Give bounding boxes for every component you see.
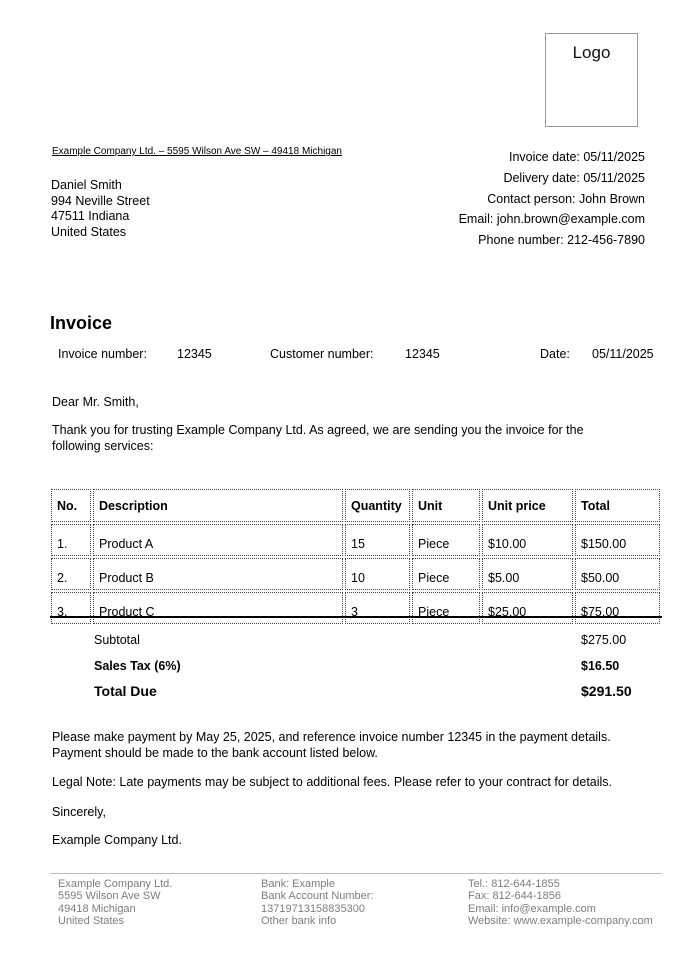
invoice-meta-row <box>50 347 662 361</box>
totals-divider <box>50 616 662 618</box>
subtotal-label: Subtotal <box>94 633 140 647</box>
payment-note-line-2: Payment should be made to the bank account listed below. <box>52 745 378 760</box>
footer-website: Website: www.example-company.com <box>468 914 653 927</box>
date-label: Date: <box>540 347 570 361</box>
recipient-street: 994 Neville Street <box>51 193 150 208</box>
col-header-unit: Unit <box>412 489 480 522</box>
customer-number-label: Customer number: <box>270 347 374 361</box>
invoice-date-line: Invoice date: 05/11/2025 <box>508 150 645 164</box>
footer-postal-city: 49418 Michigan <box>58 902 136 915</box>
cell-description: Product A <box>93 524 343 556</box>
footer-bank-other: Other bank info <box>261 914 337 927</box>
cell-total: $150.00 <box>575 524 660 556</box>
cell-quantity: 3 <box>345 592 410 624</box>
delivery-date-line: Delivery date: 05/11/2025 <box>503 170 645 185</box>
sender-return-address: Example Company Ltd. – 5595 Wilson Ave SW – 49418 Michigan <box>52 146 342 157</box>
sales-tax-label: Sales Tax (6%) <box>94 659 181 673</box>
subtotal-value: $275.00 <box>581 633 627 647</box>
intro-paragraph <box>52 423 584 454</box>
cell-description: Product B <box>93 558 343 590</box>
footer-bank-account-label: Bank Account Number: <box>261 890 374 903</box>
footer-contact-column <box>468 878 662 927</box>
invoice-number-value: 12345 <box>177 347 212 361</box>
cell-unit-price: $5.00 <box>482 558 573 590</box>
customer-number-value: 12345 <box>405 347 440 361</box>
table-row <box>51 558 660 590</box>
cell-total: $75.00 <box>575 592 660 624</box>
recipient-address-block <box>51 178 150 240</box>
sales-tax-value: $16.50 <box>581 659 620 673</box>
payment-note-line-1: Please make payment by May 25, 2025, and reference invoice number 12345 in the payment details. <box>52 730 611 744</box>
table-row <box>51 524 660 556</box>
cell-unit: Piece <box>412 558 480 590</box>
cell-quantity: 10 <box>345 558 410 590</box>
footer-street: 5595 Wilson Ave SW <box>58 890 161 903</box>
footer-company-name: Example Company Ltd. <box>58 878 173 890</box>
footer-bank-account-number: 13719713158835300 <box>261 902 366 915</box>
cell-unit: Piece <box>412 592 480 624</box>
col-header-unit-price: Unit price <box>482 489 573 522</box>
cell-no: 1. <box>51 524 91 556</box>
company-logo <box>545 33 638 127</box>
cell-description: Product C <box>93 592 343 624</box>
total-due-value: $291.50 <box>581 683 632 699</box>
cell-no: 3. <box>51 592 91 624</box>
cell-quantity: 15 <box>345 524 410 556</box>
sales-tax-row <box>50 659 662 673</box>
cell-unit-price: $25.00 <box>482 592 573 624</box>
col-header-no: No. <box>51 489 91 522</box>
footer-bank-column <box>261 878 468 927</box>
recipient-name: Daniel Smith <box>51 178 122 192</box>
signature-company: Example Company Ltd. <box>52 833 182 847</box>
footer-fax: Fax: 812-644-1856 <box>468 890 561 903</box>
cell-unit: Piece <box>412 524 480 556</box>
footer <box>58 878 662 927</box>
footer-address-column <box>58 878 261 927</box>
legal-note: Legal Note: Late payments may be subject to additional fees. Please refer to your contract for details. <box>52 775 613 789</box>
phone-line: Phone number: 212-456-7890 <box>478 233 645 248</box>
col-header-total: Total <box>575 489 660 522</box>
signoff: Sincerely, <box>52 805 106 819</box>
footer-country: United States <box>58 914 125 927</box>
footer-divider <box>50 873 662 874</box>
cell-total: $50.00 <box>575 558 660 590</box>
recipient-country: United States <box>51 224 127 239</box>
total-due-label: Total Due <box>94 683 157 699</box>
footer-tel: Tel.: 812-644-1855 <box>468 878 560 890</box>
date-value: 05/11/2025 <box>592 347 654 361</box>
footer-bank-name: Bank: Example <box>261 878 335 890</box>
recipient-postal-city: 47511 Indiana <box>51 209 130 224</box>
table-row <box>51 592 660 624</box>
page-title: Invoice <box>50 313 113 333</box>
cell-unit-price: $10.00 <box>482 524 573 556</box>
col-header-description: Description <box>93 489 343 522</box>
contact-person-line: Contact person: John Brown <box>487 191 645 206</box>
invoice-number-label: Invoice number: <box>58 347 147 361</box>
footer-email: Email: info@example.com <box>468 902 596 915</box>
payment-note <box>52 730 611 761</box>
greeting: Dear Mr. Smith, <box>52 395 139 409</box>
cell-no: 2. <box>51 558 91 590</box>
line-items-table <box>49 487 662 626</box>
intro-line-1: Thank you for trusting Example Company Ltd. As agreed, we are sending you the invoice for the <box>52 423 584 437</box>
table-header-row <box>51 489 660 522</box>
invoice-details-block <box>459 147 645 251</box>
total-due-row <box>50 683 662 699</box>
intro-line-2: following services: <box>52 438 154 453</box>
email-line: Email: john.brown@example.com <box>458 212 645 227</box>
col-header-quantity: Quantity <box>345 489 410 522</box>
logo-text: Logo <box>572 43 611 62</box>
subtotal-row <box>50 633 662 647</box>
